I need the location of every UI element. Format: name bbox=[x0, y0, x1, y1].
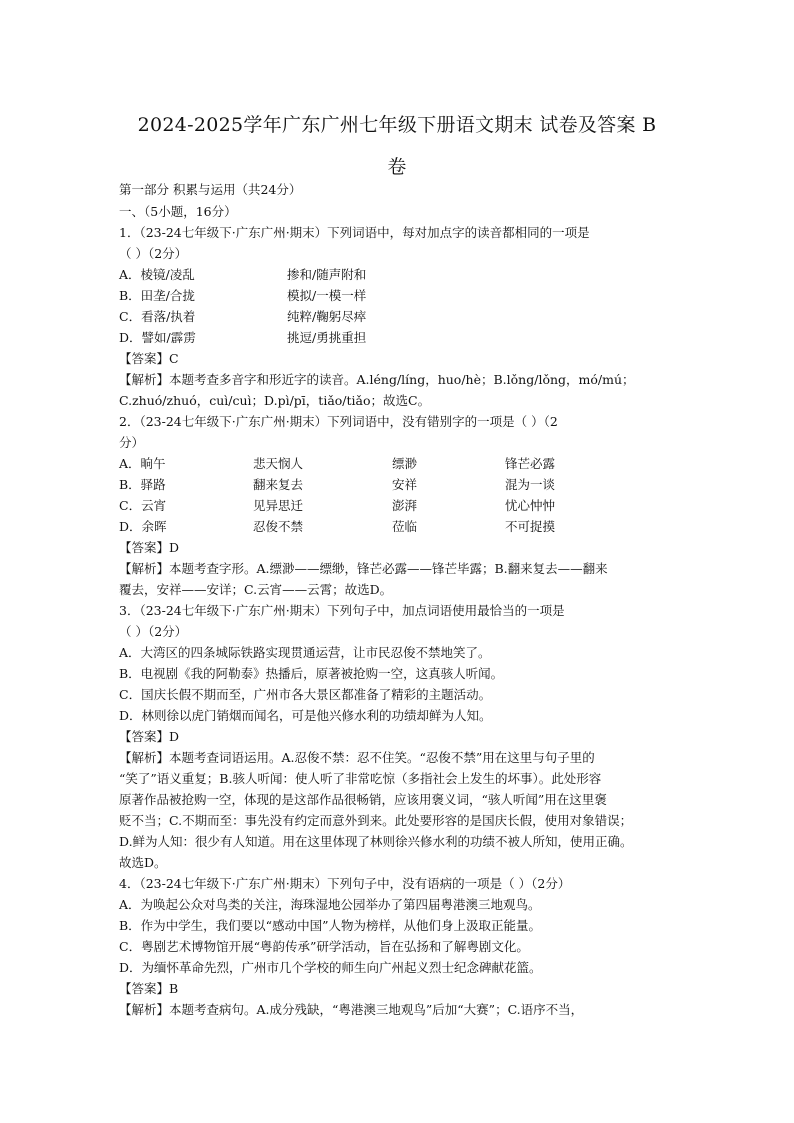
q3-option-c: C．国庆长假不期而至，广州市各大景区都准备了精彩的主题活动。 bbox=[119, 687, 492, 702]
q2-option-b-word3: 安祥 bbox=[392, 477, 418, 492]
q2-option-b-word4: 混为一谈 bbox=[505, 477, 556, 492]
q4-option-b: B．作为中学生，我们要以“感动中国”人物为榜样，从他们身上汲取正能量。 bbox=[119, 918, 541, 933]
q2-option-a-word4: 锋芒必露 bbox=[505, 456, 556, 471]
section-heading: 一、（5小题，16分） bbox=[119, 204, 237, 219]
q1-stem-line-2: （ ）（2分） bbox=[119, 246, 188, 261]
q3-answer: 【答案】D bbox=[119, 729, 180, 744]
q2-option-c: C．云宵 bbox=[119, 498, 167, 513]
part-heading: 第一部分 积累与运用（共24分） bbox=[119, 182, 302, 197]
q2-stem-line-2: 分） bbox=[119, 435, 145, 450]
title-line-2: 卷 bbox=[387, 156, 407, 178]
q1-analysis-line-1: 【解析】本题考查多音字和形近字的读音。A.léng/líng，huo/hè；B.lǒng/lǒng，mó/mú； bbox=[119, 372, 635, 387]
q2-option-c-word4: 忧心忡忡 bbox=[505, 498, 556, 513]
q2-option-d-word4: 不可捉摸 bbox=[505, 519, 556, 534]
q2-option-d-word2: 忍俊不禁 bbox=[253, 519, 304, 534]
q3-analysis-line-3: 原著作品被抢购一空，体现的是这部作品很畅销，应该用褒义词，“骇人听闻”用在这里褒 bbox=[119, 792, 607, 807]
q2-option-b-word2: 翻来复去 bbox=[253, 477, 304, 492]
q3-stem-line-2: （ ）（2分） bbox=[119, 624, 188, 639]
q2-stem-line-1: 2．（23-24七年级下·广东广州·期末）下列词语中，没有错别字的一项是（ ）（2 bbox=[119, 414, 558, 429]
q4-option-c: C．粤剧艺术博物馆开展“粤韵传承”研学活动，旨在弘扬和了解粤剧文化。 bbox=[119, 939, 529, 954]
q1-option-c: C．看落/执着 bbox=[119, 309, 196, 324]
q1-answer: 【答案】C bbox=[119, 351, 179, 366]
q4-option-d: D．为缅怀革命先烈，广州市几个学校的师生向广州起义烈士纪念碑献花篮。 bbox=[119, 960, 542, 975]
page-title bbox=[110, 104, 684, 188]
q1-option-c-word2: 纯粹/鞠躬尽瘁 bbox=[287, 309, 367, 324]
q1-option-d-word2: 挑逗/勇挑重担 bbox=[287, 330, 367, 345]
q4-option-a: A．为唤起公众对鸟类的关注，海珠湿地公园举办了第四届粤港澳三地观鸟。 bbox=[119, 897, 541, 912]
q1-option-a: A．棱镜/凌乱 bbox=[119, 267, 195, 282]
q1-stem-line-1: 1．（23-24七年级下·广东广州·期末）下列词语中，每对加点字的读音都相同的一项是 bbox=[119, 225, 590, 240]
q3-option-b: B．电视剧《我的阿勒泰》热播后，原著被抢购一空，这真骇人听闻。 bbox=[119, 666, 504, 681]
q2-option-d: D．余晖 bbox=[119, 519, 167, 534]
q2-option-a: A．晌午 bbox=[119, 456, 166, 471]
q3-analysis-line-5: D.鲜为人知：很少有人知道。用在这里体现了林则徐兴修水利的功绩不被人所知，使用正确。 bbox=[119, 834, 633, 849]
q4-analysis-line-1: 【解析】本题考查病句。A.成分残缺，“粤港澳三地观鸟”后加“大赛”；C.语序不当， bbox=[119, 1002, 584, 1017]
q2-option-b: B．驿路 bbox=[119, 477, 166, 492]
q2-analysis-line-2: 覆去，安祥——安详；C.云宵——云霄；故选D。 bbox=[119, 582, 393, 597]
q3-stem-line-1: 3．（23-24七年级下·广东广州·期末）下列句子中，加点词语使用最恰当的一项是 bbox=[119, 603, 565, 618]
q4-stem: 4．（23-24七年级下·广东广州·期末）下列句子中，没有语病的一项是（ ）（2分） bbox=[119, 876, 571, 891]
q2-option-c-word2: 见异思迁 bbox=[253, 498, 304, 513]
q3-option-a: A．大湾区的四条城际铁路实现贯通运营，让市民忍俊不禁地笑了。 bbox=[119, 645, 491, 660]
q2-option-c-word3: 澎湃 bbox=[392, 498, 418, 513]
q1-option-d: D．譬如/霹雳 bbox=[119, 330, 196, 345]
q3-analysis-line-4: 贬不当；C.不期而至：事先没有约定而意外到来。此处要形容的是国庆长假，使用对象错误； bbox=[119, 813, 633, 828]
q2-analysis-line-1: 【解析】本题考查字形。A.缥渺——缥缈，锋芒必露——锋芒毕露；B.翻来复去——翻来 bbox=[119, 561, 608, 576]
q1-option-b-word2: 模拟/一模一样 bbox=[287, 288, 367, 303]
q3-analysis-line-2: “笑了”语义重复；B.骇人听闻：使人听了非常吃惊（多指社会上发生的坏事）。此处形容 bbox=[119, 771, 602, 786]
title-line-1: 2024-2025学年广东广州七年级下册语文期末 试卷及答案 B bbox=[137, 114, 657, 136]
q2-option-a-word3: 缥渺 bbox=[392, 456, 418, 471]
q2-option-d-word3: 莅临 bbox=[392, 519, 418, 534]
q2-option-a-word2: 悲天悯人 bbox=[253, 456, 304, 471]
q2-answer: 【答案】D bbox=[119, 540, 180, 555]
q3-option-d: D．林则徐以虎门销烟而闻名，可是他兴修水利的功绩却鲜为人知。 bbox=[119, 708, 492, 723]
q1-analysis-line-2: C.zhuó/zhuó，cuì/cuì；D.pì/pī，tiǎo/tiǎo；故选C。 bbox=[119, 393, 431, 408]
q3-analysis-line-1: 【解析】本题考查词语运用。A.忍俊不禁：忍不住笑。“忍俊不禁”用在这里与句子里的 bbox=[119, 750, 595, 765]
q1-option-a-word2: 掺和/随声附和 bbox=[287, 267, 367, 282]
q4-answer: 【答案】B bbox=[119, 981, 179, 996]
q3-analysis-line-6: 故选D。 bbox=[119, 855, 167, 870]
q1-option-b: B．田垄/合拢 bbox=[119, 288, 195, 303]
